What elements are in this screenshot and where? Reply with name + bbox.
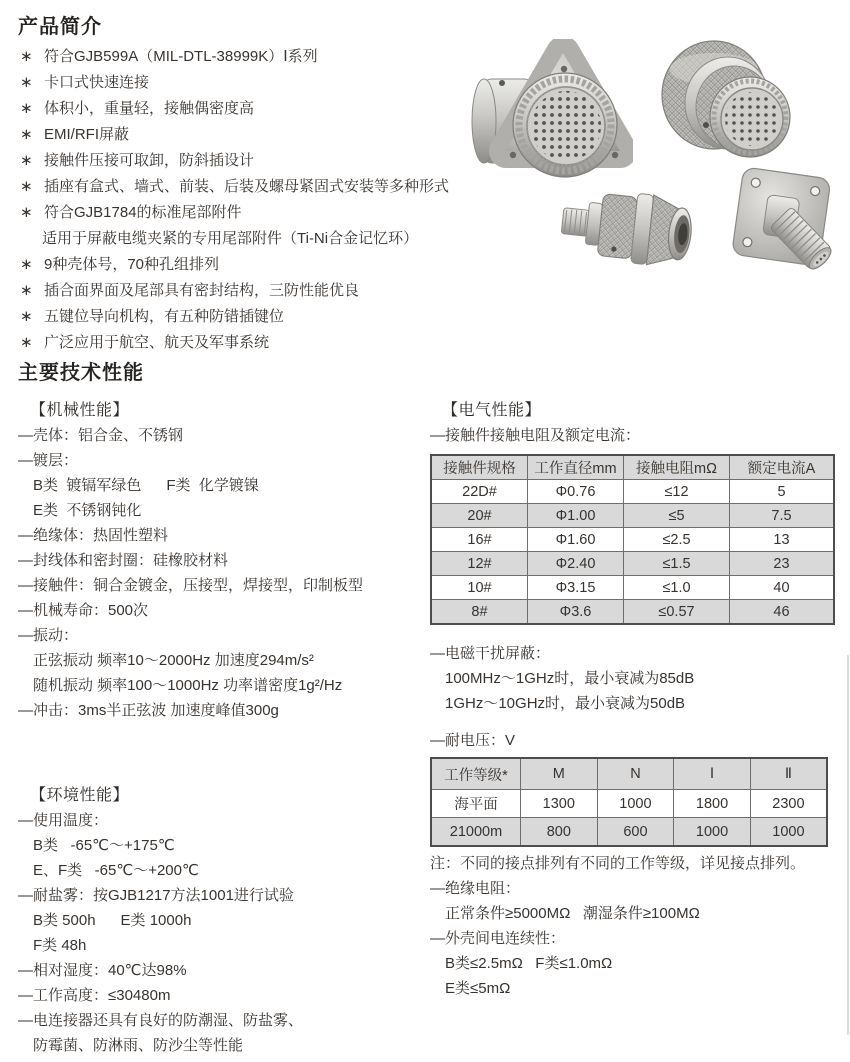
table-cell: 5 <box>730 480 835 504</box>
table-header-cell: 工作等级* <box>431 758 521 790</box>
table-cell: Φ1.60 <box>528 528 624 552</box>
table-cell: 22D# <box>431 480 528 504</box>
feature-text: 插座有盒式、墙式、前装、后装及螺母紧固式安装等多种形式 <box>44 178 450 195</box>
table-cell: 13 <box>730 528 835 552</box>
spec-line: B类 镀镉军绿色 F类 化学镀镍 <box>33 477 259 494</box>
table-row <box>431 480 834 504</box>
table-body <box>431 790 827 847</box>
table-cell: Φ0.76 <box>528 480 624 504</box>
table-cell: ≤2.5 <box>624 528 730 552</box>
table-cell: Φ3.6 <box>528 600 624 625</box>
spec-line: —冲击：3ms半正弦波 加速度峰值300g <box>18 702 279 719</box>
feature-text: 适用于屏蔽电缆夹紧的专用尾部附件（Ti-Ni合金记忆环） <box>42 230 419 247</box>
table-cell: Φ2.40 <box>528 552 624 576</box>
spec-line: B类≤2.5mΩ F类≤1.0mΩ <box>445 955 613 972</box>
spec-line: F类 48h <box>33 937 87 954</box>
table-cell: 800 <box>521 818 598 847</box>
table-cell: ≤5 <box>624 504 730 528</box>
insulation-resistance-label: —绝缘电阻： <box>430 880 521 897</box>
spec-line: 正常条件≥5000MΩ 潮湿条件≥100MΩ <box>445 905 700 922</box>
spec-line: —绝缘体：热固性塑料 <box>18 527 169 544</box>
table-cell: 10# <box>431 576 528 600</box>
table-header-row <box>431 758 827 790</box>
table-cell: ≤0.57 <box>624 600 730 625</box>
table-cell: 46 <box>730 600 835 625</box>
bullet-asterisk-icon: ∗ <box>20 308 33 325</box>
voltage-table-note: 注：不同的接点排列有不同的工作等级，详见接点排列。 <box>430 855 806 872</box>
table-cell: 21000m <box>431 818 521 847</box>
spec-line: B类 -65℃～+175℃ <box>33 837 175 854</box>
feature-text: 9种壳体号，70种孔组排列 <box>44 256 220 273</box>
spec-line: —镀层： <box>18 452 79 469</box>
table-cell: ≤1.5 <box>624 552 730 576</box>
subsection-title-electrical: 【电气性能】 <box>442 402 542 419</box>
spec-line: 1GHz～10GHz时，最小衰减为50dB <box>445 695 686 712</box>
table-header-cell: N <box>597 758 674 790</box>
table-cell: 2300 <box>750 790 827 818</box>
feature-text: EMI/RFI屏蔽 <box>44 126 129 143</box>
shell-continuity-lines <box>430 951 832 1001</box>
feature-text: 符合GJB1784的标准尾部附件 <box>44 204 242 221</box>
table-cell: 海平面 <box>431 790 521 818</box>
emi-shielding-label: —电磁干扰屏蔽： <box>430 645 551 662</box>
table-cell: 1000 <box>750 818 827 847</box>
feature-text: 符合GJB599A（MIL-DTL-38999K）Ⅰ系列 <box>44 48 318 65</box>
table-row <box>431 504 834 528</box>
table-cell: Φ1.00 <box>528 504 624 528</box>
table-cell: 40 <box>730 576 835 600</box>
table-cell: 23 <box>730 552 835 576</box>
column-right <box>430 398 832 1001</box>
feature-text: 体积小，重量轻，接触偶密度高 <box>44 100 255 117</box>
environmental-spec-lines <box>18 808 420 1058</box>
table-cell: 7.5 <box>730 504 835 528</box>
spec-line: —相对湿度：40℃达98% <box>18 962 187 979</box>
connector-photo-square-flange-receptacle-icon <box>723 163 848 313</box>
table-head <box>431 758 827 790</box>
contact-resistance-table <box>430 454 835 625</box>
spec-line: 正弦振动 频率10～2000Hz 加速度294m/s² <box>33 652 314 669</box>
bullet-asterisk-icon: ∗ <box>20 152 33 169</box>
page-title: 产品简介 <box>18 16 102 38</box>
table-cell: 8# <box>431 600 528 625</box>
bullet-asterisk-icon: ∗ <box>20 178 33 195</box>
table-cell: 1000 <box>674 818 751 847</box>
insulation-resistance-lines <box>430 901 832 926</box>
feature-item <box>18 330 668 356</box>
spec-line: B类 500h E类 1000h <box>33 912 192 929</box>
spec-line: —使用温度： <box>18 812 109 829</box>
bullet-asterisk-icon: ∗ <box>20 256 33 273</box>
table-header-cell: M <box>521 758 598 790</box>
table-header-cell: 额定电流A <box>730 455 835 480</box>
bullet-asterisk-icon: ∗ <box>20 282 33 299</box>
table-cell: Φ3.15 <box>528 576 624 600</box>
bullet-asterisk-icon: ∗ <box>20 48 33 65</box>
feature-text: 接触件压接可取卸，防斜插设计 <box>44 152 255 169</box>
emi-shielding-lines <box>430 666 832 716</box>
bullet-asterisk-icon: ∗ <box>20 334 33 351</box>
table-header-cell: 接触电阻mΩ <box>624 455 730 480</box>
feature-text: 广泛应用于航空、航天及军事系统 <box>44 334 270 351</box>
spec-line: E类≤5mΩ <box>445 980 511 997</box>
mechanical-spec-lines <box>18 423 420 723</box>
bullet-asterisk-icon: ∗ <box>20 74 33 91</box>
table-header-cell: Ⅰ <box>674 758 751 790</box>
spec-line: 100MHz～1GHz时，最小衰减为85dB <box>445 670 695 687</box>
shell-continuity-label: —外壳间电连续性： <box>430 930 566 947</box>
table-cell: 20# <box>431 504 528 528</box>
withstand-voltage-table <box>430 757 828 847</box>
table-header-cell: 接触件规格 <box>431 455 528 480</box>
product-photos <box>460 25 850 325</box>
bullet-asterisk-icon: ∗ <box>20 126 33 143</box>
table-row <box>431 818 827 847</box>
table-cell: 1000 <box>597 790 674 818</box>
page-edge-scan-artifact <box>847 655 849 1035</box>
section-title-main-performance: 主要技术性能 <box>18 362 144 384</box>
table-cell: 1800 <box>674 790 751 818</box>
table-row <box>431 790 827 818</box>
spec-line: —封线体和密封圈：硅橡胶材料 <box>18 552 229 569</box>
withstand-voltage-label: —耐电压：V <box>430 732 516 749</box>
connector-photo-coupling-plug-icon <box>658 39 813 174</box>
table-head <box>431 455 834 480</box>
bullet-asterisk-icon: ∗ <box>20 100 33 117</box>
connector-photo-small-plug-icon <box>558 175 708 290</box>
spec-line: —耐盐雾：按GJB1217方法1001进行试验 <box>18 887 294 904</box>
table-header-cell: 工作直径mm <box>528 455 624 480</box>
table-row <box>431 576 834 600</box>
table-row <box>431 600 834 625</box>
table-header-cell: Ⅱ <box>750 758 827 790</box>
subsection-title-environmental: 【环境性能】 <box>30 787 130 804</box>
table-cell: 12# <box>431 552 528 576</box>
spec-line: E、F类 -65℃～+200℃ <box>33 862 199 879</box>
column-left <box>18 398 420 1058</box>
table-cell: ≤1.0 <box>624 576 730 600</box>
spec-line: —机械寿命：500次 <box>18 602 149 619</box>
feature-text: 插合面界面及尾部具有密封结构，三防性能优良 <box>44 282 360 299</box>
spec-line: —接触件：铜合金镀金，压接型，焊接型，印制板型 <box>18 577 364 594</box>
spec-line: —工作高度：≤30480m <box>18 987 171 1004</box>
table-cell: ≤12 <box>624 480 730 504</box>
spec-line: E类 不锈钢钝化 <box>33 502 142 519</box>
table-header-row <box>431 455 834 480</box>
table-row <box>431 528 834 552</box>
table-cell: 1300 <box>521 790 598 818</box>
table-body <box>431 480 834 625</box>
spec-line: —壳体：铝合金、不锈钢 <box>18 427 184 444</box>
table-cell: 600 <box>597 818 674 847</box>
subsection-title-mechanical: 【机械性能】 <box>30 402 130 419</box>
contact-resistance-label: —接触件接触电阻及额定电流： <box>430 427 641 444</box>
spec-line: —电连接器还具有良好的防潮湿、防盐雾、 <box>18 1012 304 1029</box>
bullet-asterisk-icon: ∗ <box>20 204 33 221</box>
spec-line: 防霉菌、防淋雨、防沙尘等性能 <box>33 1037 244 1054</box>
table-row <box>431 552 834 576</box>
feature-text: 卡口式快速连接 <box>44 74 150 91</box>
feature-text: 五键位导向机构，有五种防错插键位 <box>44 308 285 325</box>
table-cell: 16# <box>431 528 528 552</box>
spec-line: 随机振动 频率100～1000Hz 功率谱密度1g²/Hz <box>33 677 343 694</box>
spec-line: —振动： <box>18 627 79 644</box>
